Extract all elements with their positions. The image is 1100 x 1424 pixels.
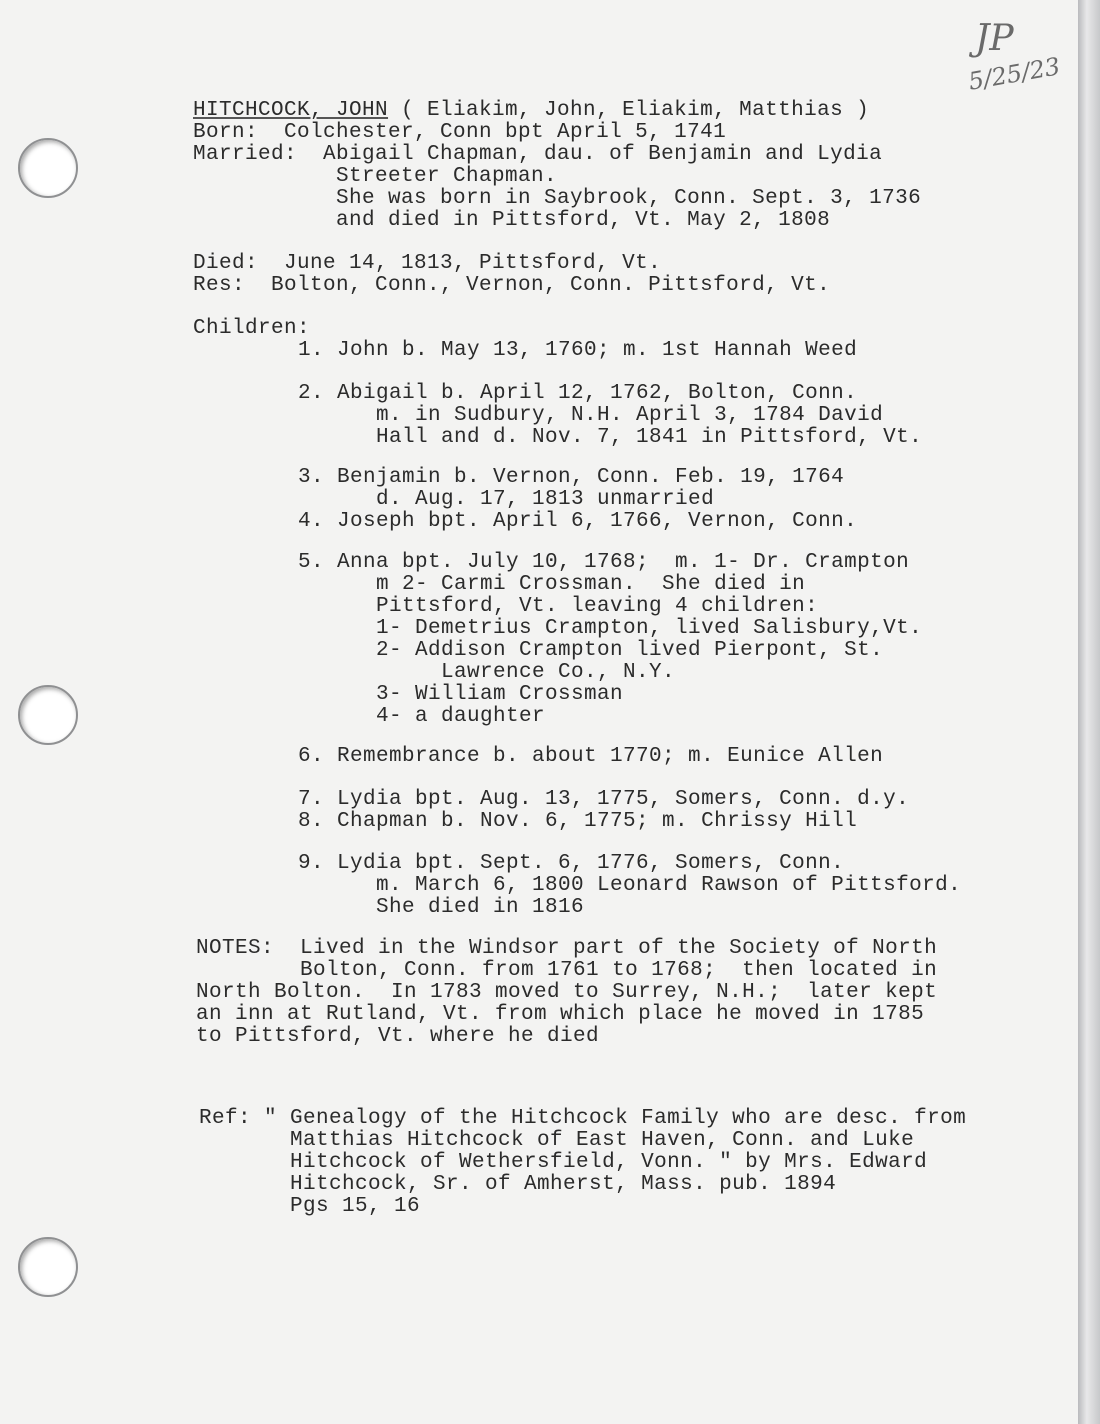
married-line-4: and died in Pittsford, Vt. May 2, 1808 [193, 209, 831, 232]
child-5-line-3: Pittsford, Vt. leaving 4 children: [298, 595, 819, 618]
ref-line-2: Matthias Hitchcock of East Haven, Conn. and Luke [199, 1129, 915, 1152]
child-9-line-2: m. March 6, 1800 Leonard Rawson of Pittsford. [298, 874, 962, 897]
page-edge [1078, 0, 1100, 1424]
handwritten-date: 5/25/23 [966, 52, 1063, 96]
punch-hole-top [18, 138, 78, 198]
ref-line-1: Ref: " Genealogy of the Hitchcock Family who are desc. from [199, 1107, 967, 1130]
punch-hole-bottom [18, 1237, 78, 1297]
child-2-line-1: 2. Abigail b. April 12, 1762, Bolton, Conn. [298, 382, 858, 405]
subject-name: HITCHCOCK, JOHN [193, 99, 389, 122]
died-line: Died: June 14, 1813, Pittsford, Vt. [193, 252, 662, 275]
child-9-line-3: She died in 1816 [298, 896, 585, 919]
child-2-line-3: Hall and d. Nov. 7, 1841 in Pittsford, Vt. [298, 426, 923, 449]
married-line-2: Streeter Chapman. [193, 165, 558, 188]
child-5-line-6: Lawrence Co., N.Y. [298, 661, 676, 684]
lineage: ( Eliakim, John, Eliakim, Matthias ) [388, 99, 870, 122]
child-3-line-1: 3. Benjamin b. Vernon, Conn. Feb. 19, 1764 [298, 466, 845, 489]
ref-line-4: Hitchcock, Sr. of Amherst, Mass. pub. 1894 [199, 1173, 837, 1196]
notes-line-5: to Pittsford, Vt. where he died [196, 1025, 600, 1048]
title-line [193, 100, 869, 122]
child-5-line-5: 2- Addison Crampton lived Pierpont, St. [298, 639, 884, 662]
res-line: Res: Bolton, Conn., Vernon, Conn. Pittsford, Vt. [193, 274, 831, 297]
born-line: Born: Colchester, Conn bpt April 5, 1741 [193, 121, 727, 144]
child-5-line-4: 1- Demetrius Crampton, lived Salisbury,Vt. [298, 617, 923, 640]
child-4: 4. Joseph bpt. April 6, 1766, Vernon, Conn. [298, 510, 858, 533]
child-6: 6. Remembrance b. about 1770; m. Eunice Allen [298, 745, 884, 768]
children-label: Children: [193, 317, 311, 340]
notes-line-2: Bolton, Conn. from 1761 to 1768; then located in [196, 959, 938, 982]
notes-line-3: North Bolton. In 1783 moved to Surrey, N.H.; later kept [196, 981, 938, 1004]
child-8: 8. Chapman b. Nov. 6, 1775; m. Chrissy Hill [298, 810, 858, 833]
married-line-3: She was born in Saybrook, Conn. Sept. 3, 1736 [193, 187, 922, 210]
child-5-line-1: 5. Anna bpt. July 10, 1768; m. 1- Dr. Crampton [298, 551, 910, 574]
ref-line-3: Hitchcock of Wethersfield, Vonn. " by Mrs. Edward [199, 1151, 928, 1174]
punch-hole-middle [18, 685, 78, 745]
child-5-line-8: 4- a daughter [298, 705, 546, 728]
married-line-1: Married: Abigail Chapman, dau. of Benjamin and Lydia [193, 143, 883, 166]
notes-line-1: NOTES: Lived in the Windsor part of the Society of North [196, 937, 938, 960]
child-9-line-1: 9. Lydia bpt. Sept. 6, 1776, Somers, Conn. [298, 852, 845, 875]
child-1: 1. John b. May 13, 1760; m. 1st Hannah Weed [298, 339, 858, 362]
child-7: 7. Lydia bpt. Aug. 13, 1775, Somers, Conn. d.y. [298, 788, 910, 811]
child-5-line-7: 3- William Crossman [298, 683, 624, 706]
notes-line-4: an inn at Rutland, Vt. from which place he moved in 1785 [196, 1003, 925, 1026]
ref-line-5: Pgs 15, 16 [199, 1195, 421, 1218]
child-5-line-2: m 2- Carmi Crossman. She died in [298, 573, 806, 596]
child-3-line-2: d. Aug. 17, 1813 unmarried [298, 488, 715, 511]
child-2-line-2: m. in Sudbury, N.H. April 3, 1784 David [298, 404, 884, 427]
handwritten-initials: JP [975, 18, 1014, 59]
